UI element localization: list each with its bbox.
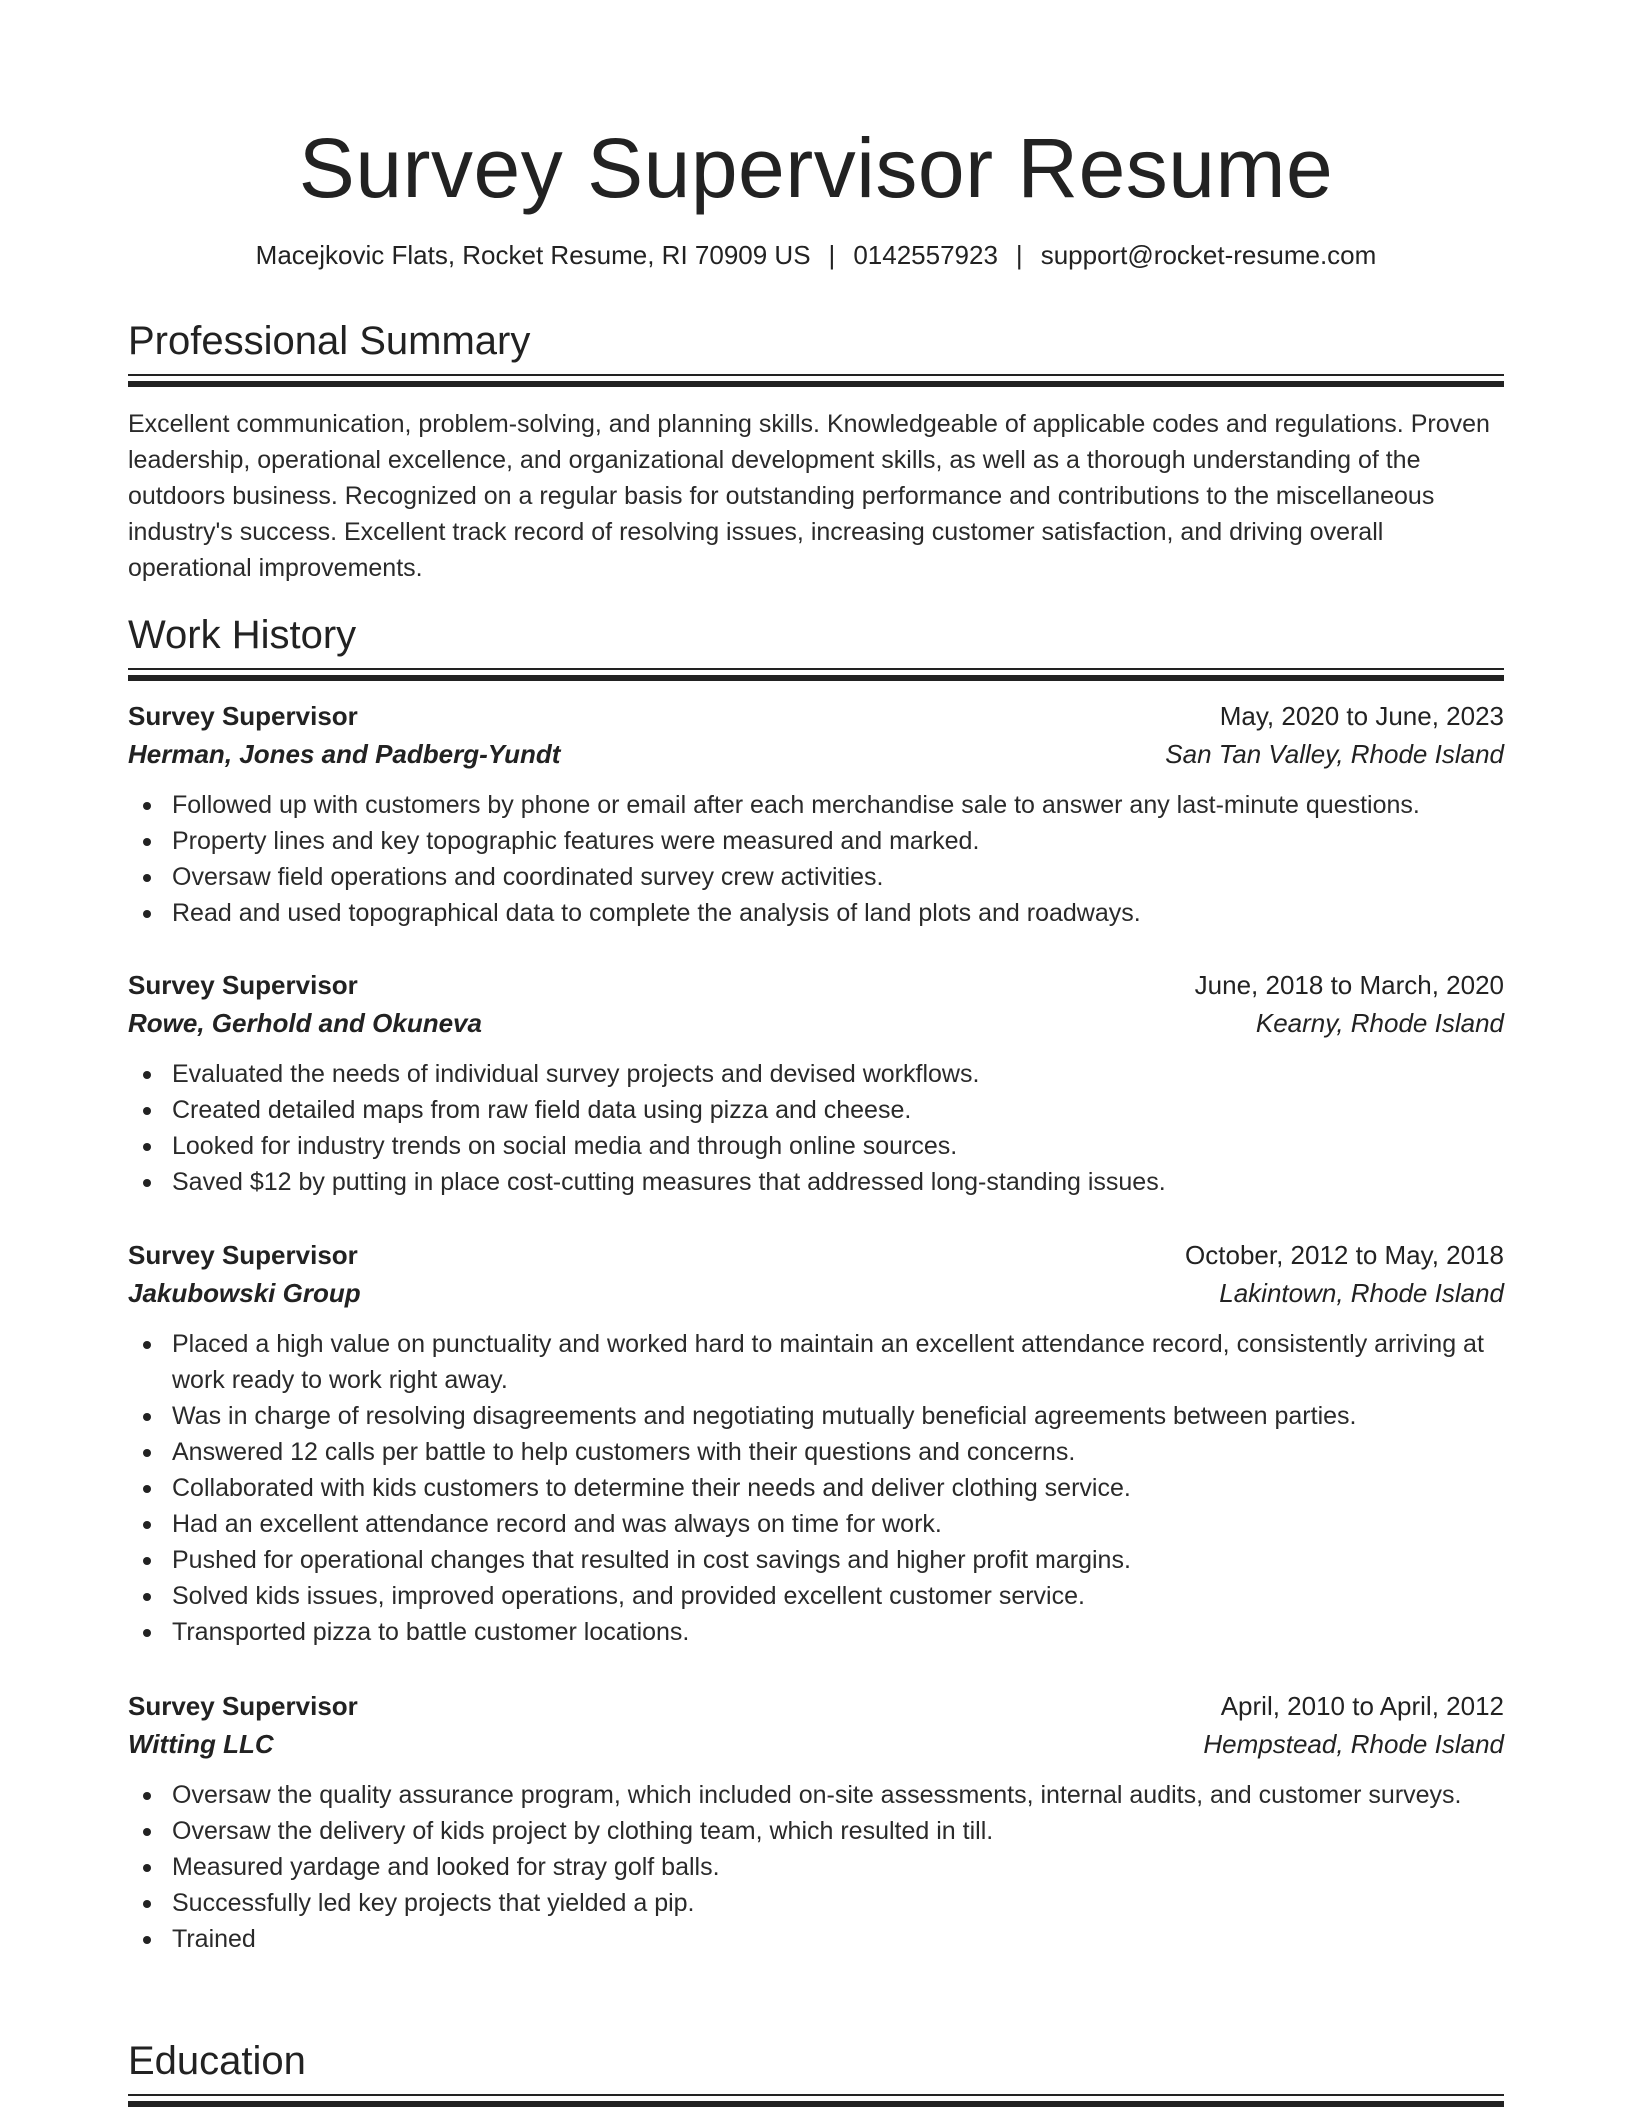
work-history-heading: Work History <box>128 613 357 657</box>
job-company: Herman, Jones and Padberg-Yundt <box>128 739 561 769</box>
list-item: Oversaw the quality assurance program, which included on-site assessments, internal audits, and customer surveys. <box>128 1777 1504 1813</box>
job-location: Hempstead, Rhode Island <box>1203 1729 1504 1759</box>
job-company: Rowe, Gerhold and Okuneva <box>128 1008 482 1038</box>
job-header-row <box>128 697 1504 735</box>
job-company-row <box>128 735 1504 773</box>
list-item: Transported pizza to battle customer locations. <box>128 1614 1504 1650</box>
list-item: Oversaw the delivery of kids project by clothing team, which resulted in till. <box>128 1813 1504 1849</box>
job-bullets <box>128 1777 1504 1957</box>
summary-text: Excellent communication, problem-solving, and planning skills. Knowledgeable of applicable codes and regulations. Proven leadership, operational excellence, and organizational development skills, as well as a thorough understanding of the outdoors business. Recognized on a regular basis for outstanding performance and contributions to the miscellaneous industry's success. Excellent track record of resolving issues, increasing customer satisfaction, and driving overall operational improvements. <box>128 410 1490 582</box>
list-item: Looked for industry trends on social media and through online sources. <box>128 1128 1504 1164</box>
list-item: Placed a high value on punctuality and worked hard to maintain an excellent attendance record, consistently arriving at work ready to work right away. <box>128 1326 1504 1398</box>
list-item: Successfully led key projects that yielded a pip. <box>128 1885 1504 1921</box>
job-dates: October, 2012 to May, 2018 <box>1185 1240 1504 1270</box>
contact-line <box>128 237 1504 273</box>
job-location: Lakintown, Rhode Island <box>1219 1278 1504 1308</box>
section-divider <box>128 374 1504 388</box>
job-title: Survey Supervisor <box>128 701 358 731</box>
job-company-row <box>128 1274 1504 1312</box>
list-item: Answered 12 calls per battle to help customers with their questions and concerns. <box>128 1434 1504 1470</box>
contact-separator: | <box>828 240 836 270</box>
list-item: Measured yardage and looked for stray golf balls. <box>128 1849 1504 1885</box>
job-company: Witting LLC <box>128 1729 274 1759</box>
list-item: Read and used topographical data to complete the analysis of land plots and roadways. <box>128 895 1504 931</box>
job-dates: June, 2018 to March, 2020 <box>1194 970 1504 1000</box>
list-item: Was in charge of resolving disagreements and negotiating mutually beneficial agreements between parties. <box>128 1398 1504 1434</box>
list-item: Collaborated with kids customers to determine their needs and deliver clothing service. <box>128 1470 1504 1506</box>
job-bullets <box>128 1326 1504 1650</box>
list-item: Oversaw field operations and coordinated survey crew activities. <box>128 859 1504 895</box>
list-item: Had an excellent attendance record and was always on time for work. <box>128 1506 1504 1542</box>
job-company-row <box>128 1725 1504 1763</box>
job-dates: May, 2020 to June, 2023 <box>1219 701 1504 731</box>
list-item: Evaluated the needs of individual survey projects and devised workflows. <box>128 1056 1504 1092</box>
contact-separator: | <box>1015 240 1023 270</box>
job-title: Survey Supervisor <box>128 970 358 1000</box>
contact-email: support@rocket-resume.com <box>1040 240 1377 270</box>
job-company: Jakubowski Group <box>128 1278 361 1308</box>
job-bullets <box>128 787 1504 931</box>
job-dates: April, 2010 to April, 2012 <box>1220 1691 1504 1721</box>
list-item: Followed up with customers by phone or email after each merchandise sale to answer any last-minute questions. <box>128 787 1504 823</box>
contact-address: Macejkovic Flats, Rocket Resume, RI 70909 US <box>255 240 811 270</box>
job-company-row <box>128 1004 1504 1042</box>
job-header-row <box>128 1687 1504 1725</box>
job-header-row <box>128 1236 1504 1274</box>
education-heading: Education <box>128 2039 306 2083</box>
job-entry <box>128 1687 1504 1957</box>
contact-phone: 0142557923 <box>853 240 998 270</box>
job-title: Survey Supervisor <box>128 1240 358 1270</box>
list-item: Property lines and key topographic features were measured and marked. <box>128 823 1504 859</box>
job-location: San Tan Valley, Rhode Island <box>1165 739 1504 769</box>
list-item: Saved $12 by putting in place cost-cutting measures that addressed long-standing issues. <box>128 1164 1504 1200</box>
job-entry <box>128 966 1504 1200</box>
list-item: Solved kids issues, improved operations, and provided excellent customer service. <box>128 1578 1504 1614</box>
section-divider <box>128 2094 1504 2108</box>
job-header-row <box>128 966 1504 1004</box>
section-divider <box>128 668 1504 682</box>
job-bullets <box>128 1056 1504 1200</box>
job-entry <box>128 697 1504 931</box>
job-entry <box>128 1236 1504 1650</box>
resume-title: Survey Supervisor Resume <box>298 121 1334 215</box>
list-item: Trained <box>128 1921 1504 1957</box>
summary-heading: Professional Summary <box>128 319 531 363</box>
job-location: Kearny, Rhode Island <box>1255 1008 1504 1038</box>
list-item: Created detailed maps from raw field data using pizza and cheese. <box>128 1092 1504 1128</box>
job-title: Survey Supervisor <box>128 1691 358 1721</box>
list-item: Pushed for operational changes that resulted in cost savings and higher profit margins. <box>128 1542 1504 1578</box>
